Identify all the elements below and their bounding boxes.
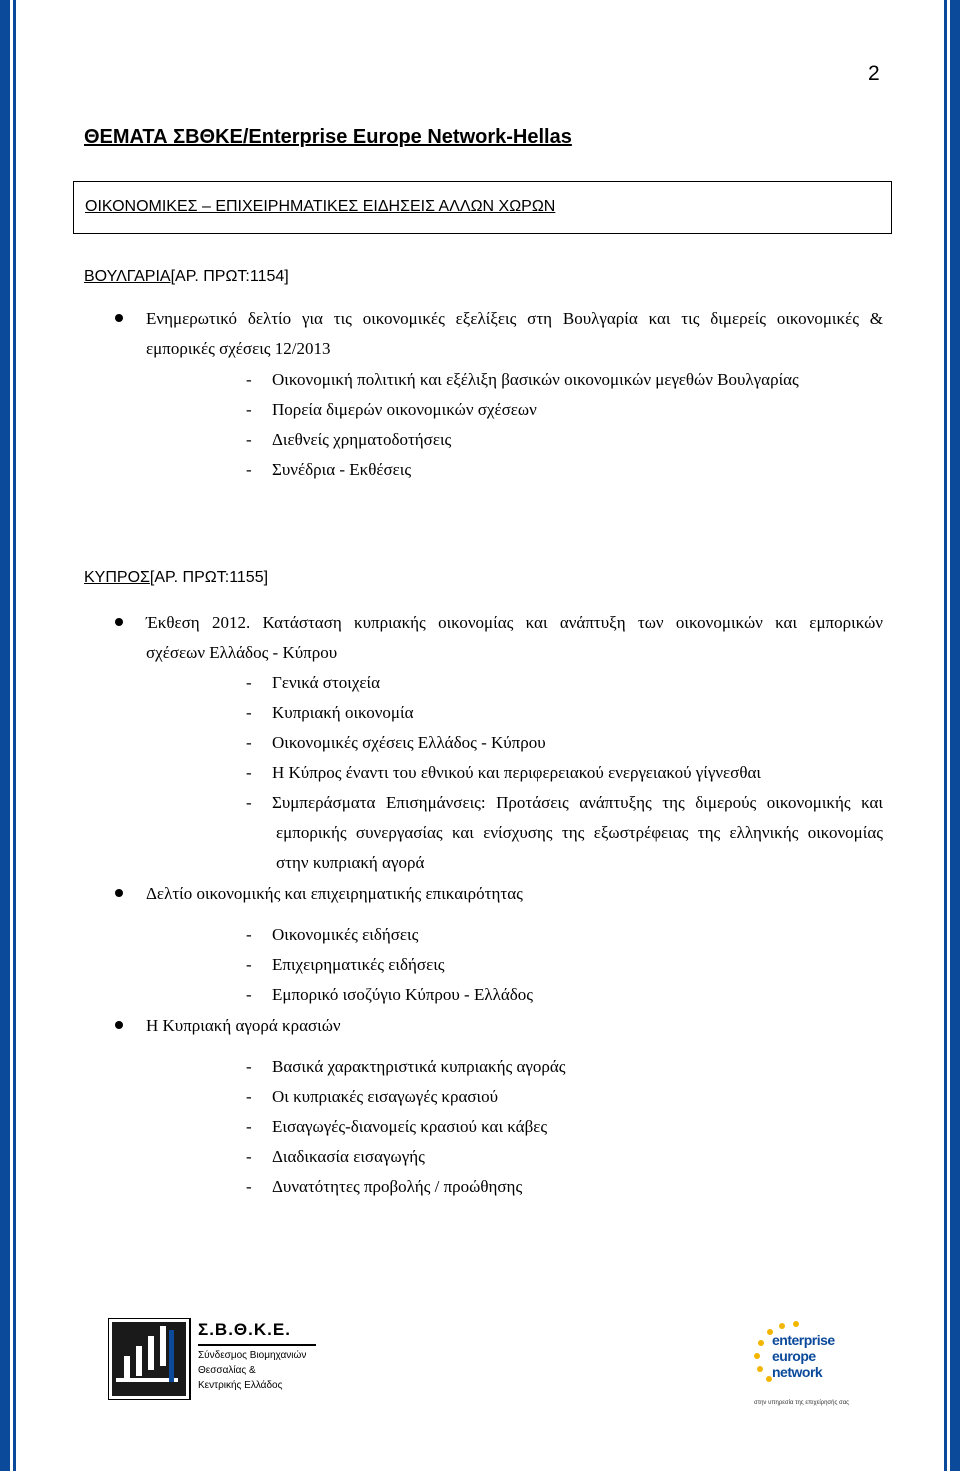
page-border-right [950, 0, 960, 1471]
logo-text-line3: Κεντρικής Ελλάδος [198, 1380, 283, 1391]
page-border-right-inner [944, 0, 947, 1471]
report-text-line2: σχέσεων Ελλάδος - Κύπρου [146, 643, 338, 662]
list-item-continuation: εμπορικής συνεργασίας και ενίσχυσης της εξωστρέφειας της ελληνικής οικονομίας [276, 823, 883, 842]
logo-text-line1: Σύνδεσμος Βιομηχανιών [198, 1350, 307, 1361]
country-heading-bulgaria [84, 268, 289, 286]
page-border-left [0, 0, 10, 1471]
page-title: ΘΕΜΑΤΑ ΣΒΘΚΕ/Enterprise Europe Network-Hellas [84, 126, 572, 148]
wine-market-title: Η Κυπριακή αγορά κρασιών [146, 1016, 341, 1035]
protocol-ref: [ΑΡ. ΠΡΩΤ:1155] [149, 569, 269, 586]
sbthke-logo [108, 1318, 318, 1400]
country-heading-cyprus [84, 569, 268, 587]
list-item-continuation: στην κυπριακή αγορά [276, 853, 425, 872]
bullet-icon [115, 889, 123, 897]
page-number: 2 [868, 62, 880, 85]
section-heading-box [73, 181, 892, 234]
logo-divider [198, 1344, 316, 1346]
protocol-ref: [ΑΡ. ΠΡΩΤ:1154] [170, 268, 289, 285]
logo-word-network: network [772, 1364, 823, 1380]
bulletin-title: Δελτίο οικονομικής και επιχειρηματικής επικαιρότητας [146, 884, 523, 903]
logo-text-line2: Θεσσαλίας & [198, 1365, 256, 1376]
bulletin-text-line1: Ενημερωτικό δελτίο για τις οικονομικές εξελίξεις στη Βουλγαρία και τις διμερείς οικονομικές & [146, 309, 883, 328]
logo-name: Σ.Β.Θ.Κ.Ε. [198, 1320, 291, 1339]
logo-tagline: στην υπηρεσία της επιχείρησής σας [754, 1400, 850, 1406]
section-heading: ΟΙΚΟΝΟΜΙΚΕΣ – ΕΠΙΧΕΙΡΗΜΑΤΙΚΕΣ ΕΙΔΗΣΕΙΣ ΑΛΛΩΝ ΧΩΡΩΝ [85, 198, 556, 215]
bullet-icon [115, 314, 123, 322]
logo-word-europe: europe [772, 1348, 816, 1364]
enterprise-europe-network-logo [752, 1320, 848, 1412]
bulletin-text-line2: εμπορικές σχέσεις 12/2013 [146, 339, 331, 358]
page-border-left-inner [13, 0, 16, 1471]
report-text-line1: Έκθεση 2012. Κατάσταση κυπριακής οικονομίας και ανάπτυξη των οικονομικών και εμπορικών [146, 613, 883, 632]
logo-word-enterprise: enterprise [772, 1332, 835, 1348]
country-name: ΒΟΥΛΓΑΡΙΑ [84, 268, 171, 285]
bullet-icon [115, 618, 123, 626]
country-name: ΚΥΠΡΟΣ [84, 569, 150, 586]
bullet-icon [115, 1021, 123, 1029]
